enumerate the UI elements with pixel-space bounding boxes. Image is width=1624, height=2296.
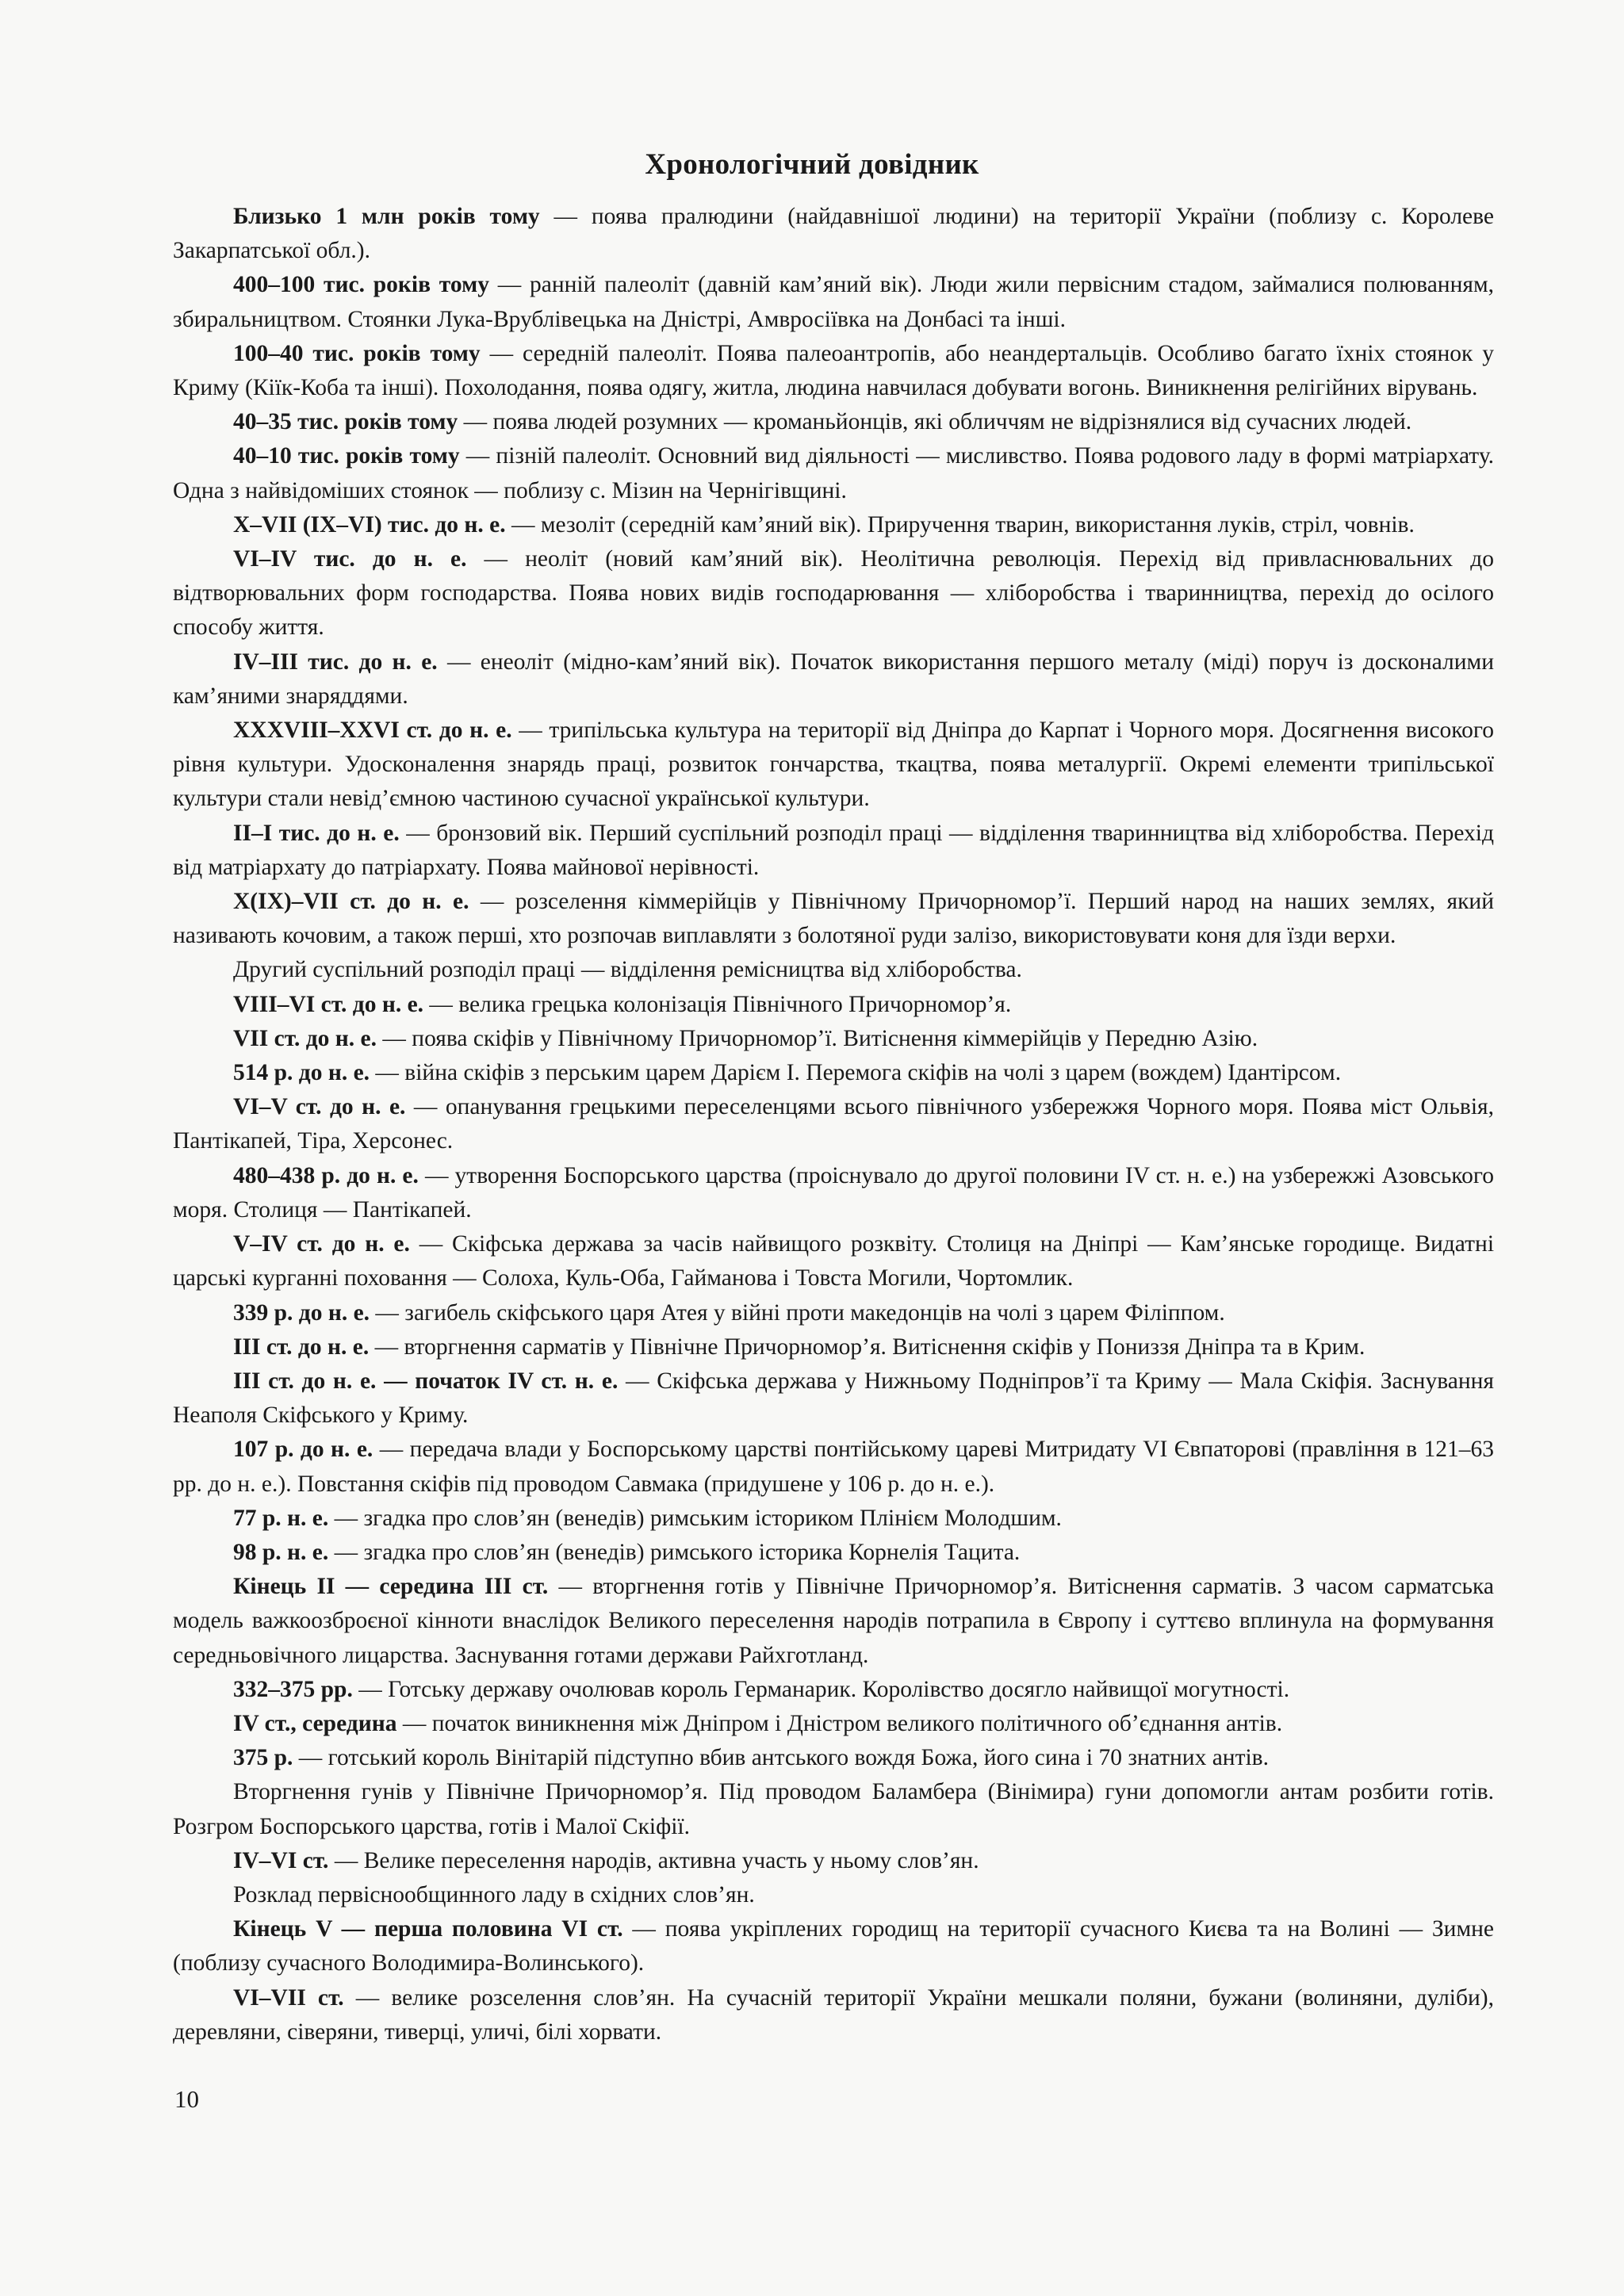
entry-date: Кінець V — перша половина VI ст. — [233, 1916, 623, 1942]
chronology-entry — [173, 1741, 1494, 1775]
entry-date: VII ст. до н. е. — [233, 1025, 377, 1051]
entry-text: — вторгнення сарматів у Північне Причорномор’я. Витіснення скіфів у Пониззя Дніпра та в Крим. — [369, 1334, 1365, 1360]
entry-date: 98 р. н. е. — [233, 1539, 329, 1565]
entry-date: 40–10 тис. років тому — [233, 443, 460, 469]
entry-text: — неоліт (новий кам’яний вік). Неолітична революція. Перехід від привласнювальних до відтворювальних форм господарства. Поява нових видів господарювання — хліборобства і тваринництва, перехід до осілого способу життя. — [173, 546, 1494, 641]
entry-text: — утворення Боспорського царства (проіснувало до другої половини IV ст. н. е.) на узбережжі Азовського моря. Столиця — Пантікапей. — [173, 1162, 1494, 1223]
entry-date: Близько 1 млн років тому — [233, 204, 540, 229]
entry-text: — поява укріплених городищ на території сучасного Києва та на Волині — Зимне (поблизу сучасного Володимира-Волинського). — [173, 1916, 1494, 1976]
entry-text: — пізній палеоліт. Основний вид діяльності — мисливство. Поява родового ладу в формі матріархату. Одна з найвідоміших стоянок — поблизу с. Мізин на Чернігівщині. — [173, 443, 1494, 503]
entry-text: — згадка про слов’ян (венедів) римського історика Корнелія Тацита. — [328, 1539, 1021, 1565]
chronology-entry — [173, 1330, 1494, 1364]
chronology-entry — [173, 1878, 1494, 1912]
entry-text: — поява людей розумних — кроманьйонців, які обличчям не відрізнялися від сучасних людей. — [458, 409, 1412, 435]
entry-text: Вторгнення гунів у Північне Причорномор’я. Під проводом Баламбера (Вінімира) гуни допомогли антам розбити готів. Розгром Боспорського царства, готів і Малої Скіфії. — [173, 1779, 1494, 1839]
chronology-entry — [173, 200, 1494, 268]
entry-date: 77 р. н. е. — [233, 1505, 329, 1531]
entry-text: — бронзовий вік. Перший суспільний розподіл праці — відділення тваринництва від хліборобства. Перехід від матріархату до патріархату. Поява майнової нерівності. — [173, 820, 1494, 880]
entry-date: VI–VII ст. — [233, 1984, 344, 2011]
chronology-entry — [173, 1707, 1494, 1741]
entry-text: — Готську державу очолював король Германарик. Королівство досягло найвищої могутності. — [352, 1676, 1290, 1702]
entry-text: — Скіфська держава у Нижньому Подніпров’ї та Криму — Мала Скіфія. Заснування Неаполя Скіфського у Криму. — [173, 1368, 1494, 1429]
chronology-entry — [173, 1536, 1494, 1570]
entry-date: 514 р. до н. е. — [233, 1060, 370, 1086]
entry-date: IV ст., середина — [233, 1710, 397, 1736]
entry-text: — вторгнення готів у Північне Причорномор’я. Витіснення сарматів. З часом сарматська модель важкоозброєної кінноти внаслідок Великого переселення народів потрапила в Європу і суттєво вплинула на формування середньовічного лицарства. Заснування готами держави Райхготланд. — [173, 1574, 1494, 1668]
entry-date: II–I тис. до н. е. — [233, 820, 400, 846]
entry-text: — початок виникнення між Дніпром і Дністром великого політичного об’єднання антів. — [396, 1710, 1283, 1736]
chronology-entry — [173, 1433, 1494, 1501]
chronology-entry — [173, 1296, 1494, 1330]
chronology-entry — [173, 1090, 1494, 1158]
entry-text: — поява скіфів у Північному Причорномор’ї. Витіснення кіммерійців у Передню Азію. — [377, 1025, 1258, 1051]
chronology-entry — [173, 405, 1494, 439]
chronology-entry — [173, 439, 1494, 507]
entry-text: — опанування грецькими переселенцями всього північного узбережжя Чорного моря. Поява міст Ольвія, Пантікапей, Тіра, Херсонес. — [173, 1094, 1494, 1154]
page-number: 10 — [174, 2085, 199, 2113]
entry-date: IV–VI ст. — [233, 1847, 329, 1873]
entry-date: 100–40 тис. років тому — [233, 340, 481, 366]
entry-text: — велика грецька колонізація Північного Причорномор’я. — [423, 991, 1012, 1017]
chronology-entry — [173, 1570, 1494, 1673]
entry-text: — загибель скіфського царя Атея у війні проти македонців на чолі з царем Філіппом. — [370, 1299, 1225, 1326]
chronology-entry — [173, 1364, 1494, 1433]
chronology-entry — [173, 1912, 1494, 1980]
entry-text: — Велике переселення народів, активна участь у ньому слов’ян. — [328, 1847, 979, 1873]
chronology-entry — [173, 337, 1494, 405]
entry-date: 40–35 тис. років тому — [233, 409, 458, 435]
entry-date: Кінець II — середина III ст. — [233, 1574, 549, 1600]
chronology-entry — [173, 508, 1494, 542]
entry-date: 332–375 рр. — [233, 1676, 353, 1702]
entry-text: — згадка про слов’ян (венедів) римським істориком Плінієм Молодшим. — [328, 1505, 1062, 1531]
page-title: Хронологічний довідник — [645, 148, 979, 181]
entry-date: X(IX)–VII ст. до н. е. — [233, 889, 469, 915]
chronology-entry — [173, 645, 1494, 714]
chronology-entry — [173, 1159, 1494, 1227]
entry-text: — мезоліт (середній кам’яний вік). Приручення тварин, використання луків, стріл, човнів. — [505, 511, 1415, 538]
chronology-entry — [173, 1227, 1494, 1295]
entry-date: 375 р. — [233, 1745, 293, 1771]
entry-text: — велике розселення слов’ян. На сучасній території України мешкали поляни, бужани (волиняни, дуліби), деревляни, сіверяни, тиверці, уличі, білі хорвати. — [173, 1984, 1494, 2045]
chronology-entry — [173, 714, 1494, 817]
chronology-entry — [173, 885, 1494, 953]
entry-text: — трипільська культура на території від Дніпра до Карпат і Чорного моря. Досягнення високого рівня культури. Удосконалення знарядь праці, розвиток гончарства, ткацтва, поява металургії. Окремі елементи трипільської культури стали невід’ємною частиною сучасної української культури. — [173, 718, 1494, 812]
entry-text: — готський король Вінітарій підступно вбив антського вождя Божа, його сина і 70 знатних антів. — [293, 1745, 1269, 1771]
chronology-entry — [173, 268, 1494, 336]
entry-text: — енеоліт (мідно-кам’яний вік). Початок використання першого металу (міді) поруч із досконалими кам’яними знаряддями. — [173, 649, 1494, 709]
entry-date: V–IV ст. до н. е. — [233, 1231, 410, 1257]
chronology-entry — [173, 953, 1494, 987]
entry-date: VI–V ст. до н. е. — [233, 1094, 406, 1120]
entry-date: III ст. до н. е. — початок IV ст. н. е. — [233, 1368, 619, 1394]
chronology-entry — [173, 1981, 1494, 2049]
entry-text: — Скіфська держава за часів найвищого розквіту. Столиця на Дніпрі — Кам’янське городище. Видатні царські курганні поховання — Солоха, Куль-Оба, Гайманова і Товста Могили, Чортомлик. — [173, 1231, 1495, 1292]
entry-text: — передача влади у Боспорському царстві понтійському цареві Митридату VI Євпаторові (правління в 121–63 рр. до н. е.). Повстання скіфів під проводом Савмака (придушене у 106 р. до н. е.). — [173, 1437, 1494, 1497]
chronology-entry — [173, 1056, 1494, 1090]
entry-text: — розселення кіммерійців у Північному Причорномор’ї. Перший народ на наших землях, який називають кочовим, а також перші, хто розпочав виплавляти з болотяної руди залізо, використовувати коня для їзди верхи. — [173, 889, 1494, 949]
entry-date: 400–100 тис. років тому — [233, 272, 489, 298]
chronology-entry — [173, 1502, 1494, 1536]
chronology-entry — [173, 817, 1494, 885]
entry-text: — середній палеоліт. Поява палеоантропів, або неандертальців. Особливо багато їхніх стоянок у Криму (Кіїк-Коба та інші). Похолодання, поява одягу, житла, людина навчилася добувати вогонь. Виникнення релігійних вірувань. — [173, 340, 1495, 401]
entry-date: VI–IV тис. до н. е. — [233, 546, 467, 572]
chronology-entry — [173, 1775, 1494, 1843]
entry-date: 107 р. до н. е. — [233, 1437, 373, 1463]
chronology-entry — [173, 542, 1494, 645]
chronology-list — [173, 200, 1494, 2049]
entry-date: X–VII (IX–VI) тис. до н. е. — [233, 511, 506, 538]
entry-text: — поява пралюдини (найдавнішої людини) на території України (поблизу с. Королеве Закарпатської обл.). — [173, 204, 1495, 264]
chronology-entry — [173, 1673, 1494, 1707]
entry-date: 339 р. до н. е. — [233, 1299, 370, 1326]
chronology-entry — [173, 988, 1494, 1022]
chronology-entry — [173, 1844, 1494, 1878]
entry-date: IV–III тис. до н. е. — [233, 649, 438, 675]
entry-text: — війна скіфів з перським царем Дарієм I. Перемога скіфів на чолі з царем (вождем) Ідантірсом. — [370, 1060, 1342, 1086]
entry-date: III ст. до н. е. — [233, 1334, 370, 1360]
entry-date: VIII–VI ст. до н. е. — [233, 991, 424, 1017]
entry-date: XXXVIII–XXVI ст. до н. е. — [233, 718, 512, 744]
entry-text: Другий суспільний розподіл праці — відділення ремісництва від хліборобства. — [233, 957, 1022, 983]
entry-text: — ранній палеоліт (давній кам’яний вік). Люди жили первісним стадом, займалися полюванням, збиральництвом. Стоянки Лука-Врублівецька на Дністрі, Амвросіївка на Донбасі та інші. — [173, 272, 1494, 332]
chronology-entry — [173, 1022, 1494, 1056]
entry-date: 480–438 р. до н. е. — [233, 1162, 419, 1188]
entry-text: Розклад первіснообщинного ладу в східних слов’ян. — [233, 1881, 755, 1908]
